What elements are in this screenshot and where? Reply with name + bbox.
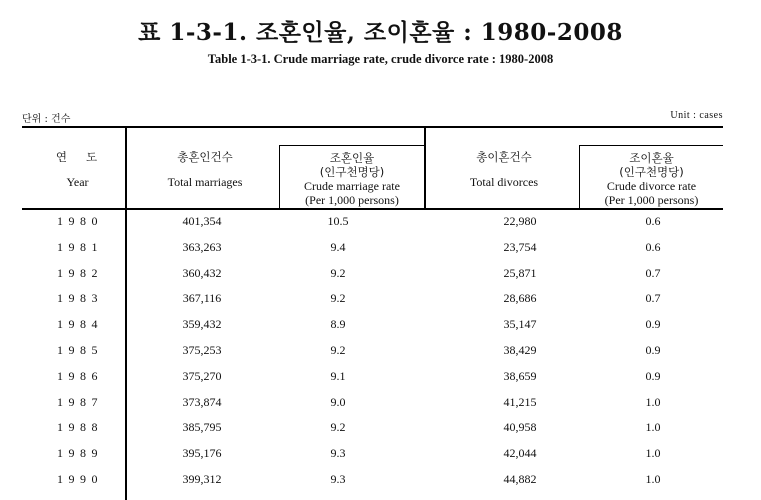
cell-total-divorces: 35,147 [503,317,537,332]
cell-total-divorces: 40,958 [503,420,537,435]
cell-year: 1989 [57,446,103,461]
cell-crude-marriage-rate: 9.2 [330,420,346,435]
table-row [22,364,722,390]
unit-label-korean: 단위 : 건수 [22,114,71,125]
header-total-divorces-en: Total divorces [469,175,539,189]
table-row [22,390,722,416]
cell-crude-divorce-rate: 1.0 [645,472,661,486]
cell-total-marriages: 385,795 [182,420,222,435]
page-subtitle: Table 1-3-1. Crude marriage rate, crude divorce rate : 1980-2008 [207,52,554,66]
cell-total-divorces: 23,754 [503,239,537,254]
cell-year: 1987 [57,394,103,409]
header-year-ko: 연 도 [55,150,100,164]
cell-year: 1983 [57,291,103,306]
cell-total-marriages: 363,263 [182,239,222,254]
header-crude-marriage-rate [279,151,425,207]
cell-total-divorces: 28,686 [503,291,537,306]
cell-year: 1990 [57,472,103,486]
table-row [22,338,722,364]
table-row [22,235,722,261]
cell-total-marriages: 395,176 [182,446,222,461]
header-cdr-en2: (Per 1,000 persons) [604,193,699,207]
cell-total-marriages: 367,116 [182,291,222,306]
page-title: 표 1-3-1. 조혼인율, 조이혼율 : 1980-2008 [138,19,623,46]
cell-crude-marriage-rate: 10.5 [327,214,349,228]
cell-crude-marriage-rate: 9.0 [330,394,346,409]
header-cmr-en2: (Per 1,000 persons) [305,193,399,207]
cell-year: 1982 [57,265,103,280]
cell-total-marriages: 360,432 [182,265,222,280]
cell-total-divorces: 41,215 [503,394,537,409]
header-year-en: Year [66,175,89,189]
cell-total-marriages: 399,312 [182,472,222,486]
header-cdr-en1: Crude divorce rate [606,179,697,193]
header-total-marriages-en: Total marriages [167,175,243,189]
cell-crude-marriage-rate: 9.1 [330,368,346,383]
cell-crude-divorce-rate: 0.6 [645,214,661,228]
table-top-rule [22,126,723,128]
header-year [30,150,125,189]
cell-total-marriages: 373,874 [182,394,222,409]
table-row [22,261,722,287]
cell-total-divorces: 22,980 [503,214,537,228]
header-cmr-ko2: (인구천명당) [319,165,385,179]
cell-crude-marriage-rate: 9.4 [330,239,346,254]
table-row [22,415,722,441]
cell-total-marriages: 375,253 [182,343,222,357]
cell-year: 1980 [57,214,103,228]
unit-label-english: Unit : cases [670,110,723,121]
cell-total-divorces: 25,871 [503,265,537,280]
header-cdr-ko1: 조이혼율 [629,151,674,165]
cell-total-divorces: 38,429 [503,343,537,357]
header-total-marriages [145,150,265,189]
header-cdr-ko2: (인구천명당) [619,165,684,179]
cell-crude-divorce-rate: 0.7 [645,265,661,280]
cell-crude-divorce-rate: 1.0 [645,420,661,435]
cell-crude-divorce-rate: 1.0 [645,446,661,461]
header-total-marriages-ko: 총혼인건수 [177,150,233,164]
cell-year: 1985 [57,343,103,357]
cell-total-divorces: 38,659 [503,368,537,383]
cell-total-divorces: 42,044 [503,446,537,461]
table-row [22,286,722,312]
cell-crude-divorce-rate: 0.9 [645,368,661,383]
cell-total-divorces: 44,882 [503,472,537,486]
header-crude-divorce-rate [579,151,724,207]
cell-crude-divorce-rate: 0.9 [645,343,661,357]
cell-crude-divorce-rate: 1.0 [645,394,661,409]
cell-year: 1988 [57,420,103,435]
cell-total-marriages: 401,354 [182,214,222,228]
table-row [22,441,722,467]
header-cmr-ko1: 조혼인율 [329,151,375,165]
cell-crude-marriage-rate: 9.2 [330,265,346,280]
cell-year: 1981 [57,239,103,254]
header-total-divorces [444,150,564,189]
cell-crude-marriage-rate: 9.3 [330,446,346,461]
cell-crude-marriage-rate: 9.3 [330,472,346,486]
cell-crude-divorce-rate: 0.9 [645,317,661,332]
cell-crude-marriage-rate: 9.2 [330,343,346,357]
cell-crude-marriage-rate: 8.9 [330,317,346,332]
cell-year: 1984 [57,317,103,332]
cell-crude-marriage-rate: 9.2 [330,291,346,306]
header-total-divorces-ko: 총이혼건수 [476,150,532,164]
cell-year: 1986 [57,368,103,383]
cell-crude-divorce-rate: 0.6 [645,239,661,254]
table-row [22,467,722,493]
cell-total-marriages: 359,432 [182,317,222,332]
header-cmr-en1: Crude marriage rate [304,179,400,193]
table-row [22,209,722,235]
cell-crude-divorce-rate: 0.7 [645,291,661,306]
cell-total-marriages: 375,270 [182,368,222,383]
table-row [22,312,722,338]
